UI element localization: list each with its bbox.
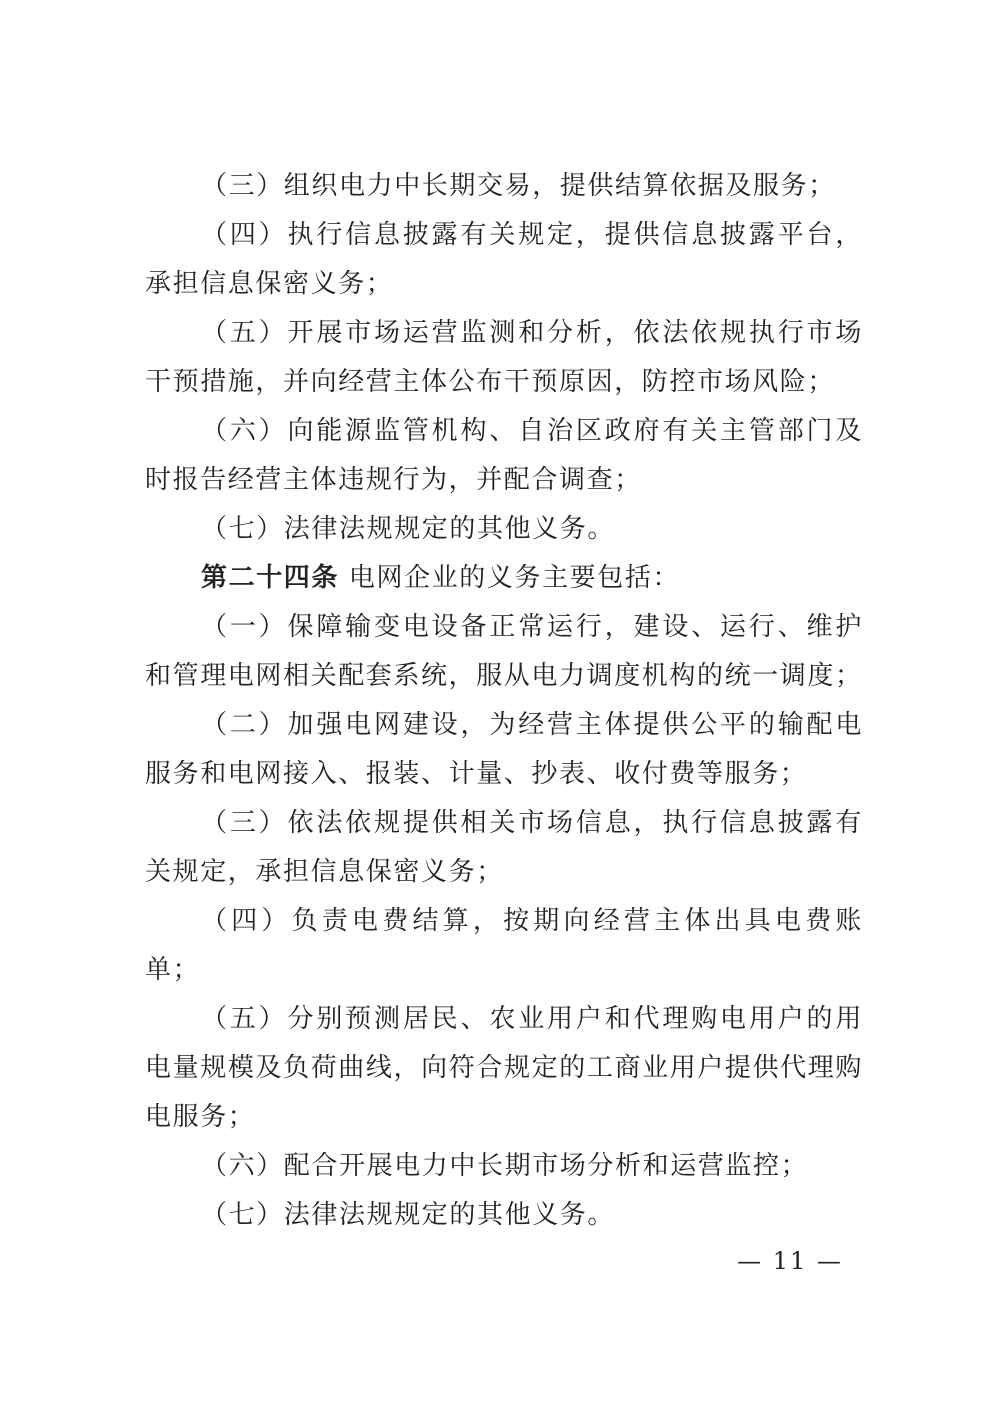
paragraph-text: （三）组织电力中长期交易，提供结算依据及服务；	[201, 171, 836, 201]
article-24-paragraph	[145, 554, 863, 603]
paragraph-text: （一）保障输变电设备正常运行，建设、运行、维护和管理电网相关配套系统，服从电力调度机构的统一调度；	[145, 612, 863, 691]
paragraph-grid-2	[145, 701, 863, 799]
paragraph-text: （四）负责电费结算，按期向经营主体出具电费账单；	[145, 906, 863, 985]
paragraph-text: （五）开展市场运营监测和分析，依法依规执行市场干预措施，并向经营主体公布干预原因，防控市场风险；	[145, 318, 863, 397]
paragraph-text: （六）配合开展电力中长期市场分析和运营监控；	[201, 1151, 809, 1181]
paragraph-text: （二）加强电网建设，为经营主体提供公平的输配电服务和电网接入、报装、计量、抄表、收付费等服务；	[145, 710, 863, 789]
paragraph-text: 电网企业的义务主要包括：	[339, 563, 681, 593]
paragraph-6	[145, 407, 863, 505]
paragraph-grid-1	[145, 603, 863, 701]
paragraph-grid-5	[145, 995, 863, 1142]
paragraph-text: （五）分别预测居民、农业用户和代理购电用户的用电量规模及负荷曲线，向符合规定的工商业用户提供代理购电服务；	[145, 1004, 863, 1132]
paragraph-grid-3	[145, 799, 863, 897]
paragraph-3	[145, 162, 863, 211]
paragraph-5	[145, 309, 863, 407]
paragraph-7	[145, 505, 863, 554]
paragraph-text: （六）向能源监管机构、自治区政府有关主管部门及时报告经营主体违规行为，并配合调查；	[145, 416, 863, 495]
paragraph-4	[145, 211, 863, 309]
paragraph-text: （三）依法依规提供相关市场信息，执行信息披露有关规定，承担信息保密义务；	[145, 808, 863, 887]
page-number: — 11 —	[737, 1247, 843, 1275]
paragraph-text: （四）执行信息披露有关规定，提供信息披露平台，承担信息保密义务；	[145, 220, 863, 299]
paragraph-grid-4	[145, 897, 863, 995]
paragraph-text: （七）法律法规规定的其他义务。	[201, 1200, 616, 1230]
article-heading: 第二十四条	[201, 563, 340, 593]
document-body	[145, 162, 863, 1240]
paragraph-grid-7	[145, 1191, 863, 1240]
paragraph-text: （七）法律法规规定的其他义务。	[201, 514, 616, 544]
paragraph-grid-6	[145, 1142, 863, 1191]
